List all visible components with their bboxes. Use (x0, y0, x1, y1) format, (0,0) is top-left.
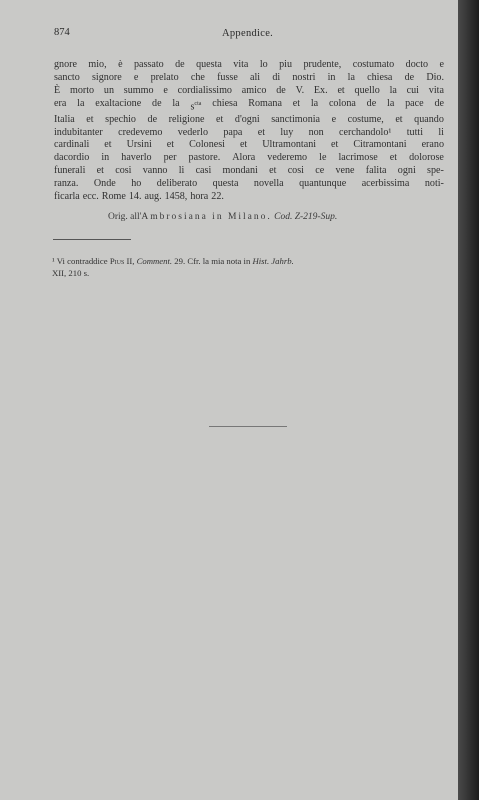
word: dolorose (409, 152, 444, 164)
word: non (308, 126, 324, 138)
word: et (96, 165, 104, 177)
word: et (104, 139, 112, 151)
word: e (163, 84, 168, 96)
footnote-line-2: XII, 210 s. (52, 268, 90, 278)
word: cui (406, 84, 419, 96)
page-number: 874 (54, 27, 70, 38)
word: deliberato (156, 177, 198, 189)
word: de (147, 113, 158, 125)
word: exaltacione (95, 97, 142, 109)
word: sanctimonia (271, 113, 321, 125)
letter-body (54, 59, 444, 204)
word: nostri (292, 71, 316, 83)
word: cerchandolo¹ (339, 126, 392, 138)
word: cosi (287, 165, 304, 177)
word: Citramontani (353, 139, 407, 151)
word: gnore (54, 59, 77, 70)
word: ho (131, 177, 142, 189)
word: cosi (115, 165, 132, 177)
word: dacordio (54, 152, 90, 164)
word: et (337, 84, 345, 96)
word: casi (195, 165, 212, 177)
word: ogni (397, 165, 416, 177)
word: lo (259, 59, 268, 70)
word: $s^{cta}$ (190, 100, 202, 112)
footnote-work: Comment. (136, 256, 173, 266)
word: summo (123, 84, 154, 96)
word: erano (421, 139, 444, 151)
word: hora (190, 190, 209, 202)
word: et (86, 113, 94, 125)
footnote-line (52, 255, 444, 267)
word: in (327, 71, 336, 83)
footnote-marker: ¹ (52, 256, 55, 266)
word: li (178, 165, 185, 177)
word: Romana (248, 97, 282, 109)
word: religione (168, 113, 205, 125)
word: de (404, 71, 415, 83)
word: era (54, 97, 67, 109)
word: mondani (222, 165, 258, 177)
word: cardinali (54, 139, 90, 151)
word: È (54, 84, 61, 96)
citation-prefix: Orig. all' (108, 212, 142, 222)
word: e (331, 113, 337, 125)
word: chiesa (367, 71, 393, 83)
body-line (54, 72, 444, 85)
word: la (389, 84, 397, 96)
word: et (389, 152, 398, 164)
body-line (54, 139, 444, 152)
word: docto (405, 59, 429, 70)
word: amico (241, 84, 267, 96)
footnote (52, 255, 444, 279)
word: le (319, 152, 327, 164)
word: questa (196, 59, 222, 70)
word: aug. (144, 190, 162, 202)
word: de (366, 97, 377, 109)
word: ranza. (54, 177, 79, 189)
body-line (54, 127, 444, 140)
word: morto (69, 84, 95, 96)
word: Dio. (426, 71, 444, 83)
word: de (152, 97, 162, 109)
word: costumato (352, 59, 395, 70)
word: la (310, 97, 319, 109)
word: signore (92, 71, 122, 83)
word: vita (428, 84, 444, 96)
word: de (276, 84, 286, 96)
word: Ex. (313, 84, 328, 96)
word: credevemo (118, 126, 163, 138)
word: noti- (424, 177, 444, 189)
word: ecc. (82, 190, 99, 202)
footnote-text-2: 29. Cfr. la mia nota in (174, 256, 251, 266)
page-edge-shadow (458, 0, 479, 800)
word: chiesa (212, 97, 238, 109)
word: Rome (101, 190, 126, 202)
running-title: Appendice. (222, 28, 274, 39)
word: prelato (150, 71, 179, 83)
word: la (172, 97, 180, 109)
word: la (387, 97, 395, 109)
word: luy (280, 126, 294, 138)
footnote-journal: Hist. Jahrb. (252, 256, 294, 266)
word: de (434, 97, 444, 109)
archive-name: Ambrosiana in Milano. (141, 212, 272, 222)
word: 14. (128, 190, 142, 202)
word: ficarla (54, 190, 80, 202)
word: de (175, 59, 185, 70)
word: Ursini (126, 139, 152, 151)
word: Colonesi (189, 139, 225, 151)
page-header (50, 27, 446, 41)
word: et (395, 113, 403, 125)
body-line (54, 191, 444, 204)
word: tutti (406, 126, 423, 138)
word: di (272, 71, 281, 83)
footnote-author: Pius II, (109, 256, 135, 266)
word: è (118, 59, 123, 70)
word: ce (315, 165, 325, 177)
footnote-line (52, 267, 444, 279)
word: haverlo (121, 152, 152, 164)
word: colona (328, 97, 356, 109)
word: passato (133, 59, 164, 70)
word: V. (295, 84, 305, 96)
body-line (54, 165, 444, 178)
word: vanno (142, 165, 168, 177)
word: ali (250, 71, 261, 83)
word: cordialissimo (177, 84, 232, 96)
word: per (163, 152, 177, 164)
source-citation (108, 212, 448, 222)
word: pastore. (188, 152, 221, 164)
body-line (54, 114, 444, 127)
word: vita (233, 59, 249, 70)
word: costume, (347, 113, 384, 125)
word: d'ogni (234, 113, 260, 125)
word: et (292, 97, 301, 109)
word: Italia (54, 113, 75, 125)
word: et (257, 126, 266, 138)
codex-reference: Cod. Z-219-Sup. (274, 212, 338, 222)
section-divider (209, 426, 287, 427)
word: et (269, 165, 277, 177)
word: indubitanter (54, 126, 103, 138)
footnote-text: Vi contraddice (56, 256, 108, 266)
word: vederemo (267, 152, 308, 164)
word: quantunque (299, 177, 347, 189)
word: che (190, 71, 205, 83)
word: 22. (211, 190, 224, 202)
body-line (54, 152, 444, 165)
word: quando (414, 113, 444, 125)
body-line (54, 178, 444, 191)
word: e (439, 59, 444, 70)
word: et (216, 113, 224, 125)
word: lacrimose (338, 152, 378, 164)
body-line (54, 85, 444, 98)
word: pace (405, 97, 424, 109)
word: spechio (105, 113, 136, 125)
footnote-divider (53, 239, 131, 240)
word: in (101, 152, 110, 164)
word: la (77, 97, 85, 109)
word: spe- (427, 165, 444, 177)
word: falita (365, 165, 387, 177)
word: questa (212, 177, 239, 189)
word: Onde (93, 177, 116, 189)
word: la (347, 71, 355, 83)
word: Alora (232, 152, 256, 164)
word: e (133, 71, 139, 83)
word: vene (335, 165, 355, 177)
word: acerbissima (361, 177, 410, 189)
word: novella (253, 177, 284, 189)
word: un (103, 84, 114, 96)
word: mio, (88, 59, 107, 70)
word: prudente, (303, 59, 342, 70)
word: 1458, (164, 190, 188, 202)
word: fusse (217, 71, 238, 83)
word: et (239, 139, 248, 151)
word: li (438, 126, 444, 138)
word: funerali (54, 165, 86, 177)
word: vederlo (177, 126, 208, 138)
word: quello (354, 84, 380, 96)
word: sancto (54, 71, 80, 83)
body-line (54, 59, 444, 72)
word: piu (279, 59, 293, 70)
word: et (166, 139, 175, 151)
word: et (331, 139, 339, 151)
body-line (54, 98, 444, 114)
word: papa (223, 126, 243, 138)
word: Ultramontani (262, 139, 317, 151)
